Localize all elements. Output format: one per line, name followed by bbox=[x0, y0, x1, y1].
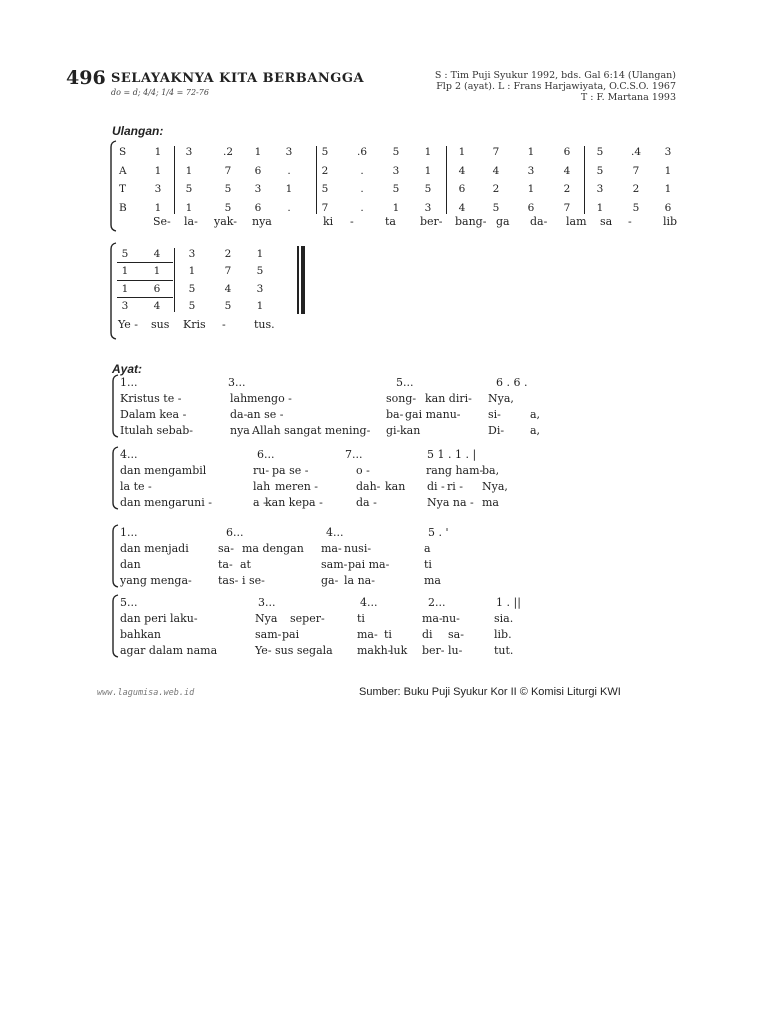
note-cell: .4 bbox=[630, 146, 642, 158]
note-cell: 3 bbox=[392, 165, 400, 177]
lyric-italic-syllable: da - bbox=[356, 496, 377, 509]
hymn-key-tempo: do = d; 4/4; 1/4 = 72-76 bbox=[111, 88, 209, 97]
note-cell: 2 bbox=[632, 183, 640, 195]
lyric-text: 5 1 . 1 . | bbox=[427, 448, 477, 461]
lyric-text: meren - bbox=[275, 480, 319, 493]
lyric-syllable: lib bbox=[663, 215, 678, 228]
lyric-text: dan peri laku- bbox=[120, 612, 198, 625]
lyric-italic-syllable: a bbox=[424, 542, 431, 555]
lyric-italic-syllable: Ye- bbox=[255, 644, 272, 657]
lyric-text: 5... bbox=[396, 376, 414, 389]
note-cell: 5 bbox=[596, 146, 604, 158]
lyric-text: i se- bbox=[242, 574, 265, 587]
lyric-italic-syllable: da- bbox=[230, 408, 248, 421]
note-cell: 5 bbox=[392, 146, 400, 158]
lyric-text: pa se - bbox=[272, 464, 309, 477]
note-cell: 7 bbox=[224, 265, 232, 277]
note-cell: 3 bbox=[256, 283, 264, 295]
note-cell: 1 bbox=[153, 265, 161, 277]
lyric-text: kan bbox=[400, 424, 421, 437]
hymn-title: SELAYAKNYA KITA BERBANGGA bbox=[111, 71, 365, 86]
note-cell: 5 bbox=[321, 146, 329, 158]
lyric-text: Dalam kea - bbox=[120, 408, 187, 421]
lyric-text: ba, bbox=[482, 464, 500, 477]
voice-label: S bbox=[119, 146, 127, 158]
lyric-text: gai manu- bbox=[405, 408, 461, 421]
lyric-italic-syllable: lah bbox=[253, 480, 271, 493]
brace-bracket bbox=[110, 593, 120, 659]
note-cell: 1 bbox=[596, 202, 604, 214]
lyric-text: dan menjadi bbox=[120, 542, 189, 555]
lyric-italic-syllable: nya bbox=[230, 424, 250, 437]
note-cell: 3 bbox=[664, 146, 672, 158]
lyric-italic-syllable: song- bbox=[386, 392, 417, 405]
lyric-text: dan mengaruni - bbox=[120, 496, 212, 509]
note-cell: 1 bbox=[185, 165, 193, 177]
refrain-label: Ulangan: bbox=[112, 124, 164, 138]
note-cell: 1 bbox=[664, 183, 672, 195]
lyric-syllable: sus bbox=[151, 318, 170, 331]
note-cell: . bbox=[287, 165, 291, 177]
lyric-syllable: yak- bbox=[214, 215, 237, 228]
lyric-text: seper- bbox=[290, 612, 325, 625]
lyric-syllable: - bbox=[222, 318, 226, 331]
note-cell: 5 bbox=[492, 202, 500, 214]
voice-label: B bbox=[119, 202, 127, 214]
note-cell: 7 bbox=[224, 165, 232, 177]
brace-bracket bbox=[110, 523, 120, 589]
lyric-text: 4... bbox=[120, 448, 138, 461]
note-cell: .6 bbox=[356, 146, 368, 158]
note-cell: 6 bbox=[458, 183, 466, 195]
lyric-syllable: ga bbox=[496, 215, 510, 228]
lyric-text: Allah sangat mening- bbox=[252, 424, 371, 437]
lyric-italic-syllable: ma- bbox=[422, 612, 443, 625]
lyric-syllable: lam bbox=[566, 215, 587, 228]
note-cell: . bbox=[360, 183, 364, 195]
lyric-text: 6... bbox=[226, 526, 244, 539]
lyric-syllable: Kris bbox=[183, 318, 206, 331]
note-cell: 6 bbox=[254, 165, 262, 177]
lyric-text: bahkan bbox=[120, 628, 161, 641]
note-cell: 3 bbox=[188, 248, 196, 260]
note-cell: 4 bbox=[563, 165, 571, 177]
note-cell: 1 bbox=[121, 265, 129, 277]
note-cell: 4 bbox=[458, 202, 466, 214]
note-cell: . bbox=[287, 202, 291, 214]
note-cell: 1 bbox=[121, 283, 129, 295]
note-cell: 5 bbox=[121, 248, 129, 260]
note-cell: 1 bbox=[188, 265, 196, 277]
lyric-italic-syllable: sa- bbox=[218, 542, 234, 555]
lyric-italic-syllable: ma- bbox=[357, 628, 378, 641]
note-cell: 1 bbox=[185, 202, 193, 214]
lyric-syllable: la- bbox=[184, 215, 198, 228]
lyric-text: 7... bbox=[345, 448, 363, 461]
note-cell: 4 bbox=[492, 165, 500, 177]
credit-line: T : F. Martana 1993 bbox=[580, 92, 676, 103]
lyric-text: 4... bbox=[360, 596, 378, 609]
note-cell: 3 bbox=[121, 300, 129, 312]
lyric-text: pai bbox=[282, 628, 300, 641]
lyric-italic-syllable: Di- bbox=[488, 424, 505, 437]
lyric-italic-syllable: si- bbox=[488, 408, 501, 421]
note-cell: 1 bbox=[424, 165, 432, 177]
note-cell: 3 bbox=[185, 146, 193, 158]
voice-label: T bbox=[119, 183, 127, 195]
brace-bracket bbox=[110, 445, 120, 511]
note-cell: 7 bbox=[632, 165, 640, 177]
note-cell: 5 bbox=[256, 265, 264, 277]
lyric-text: ma bbox=[482, 496, 499, 509]
lyric-text: Nya, bbox=[482, 480, 508, 493]
lyric-syllable: tus. bbox=[254, 318, 275, 331]
lyric-italic-syllable: rang ham- bbox=[426, 464, 484, 477]
note-cell: 6 bbox=[153, 283, 161, 295]
credit-line: S : Tim Puji Syukur 1992, bds. Gal 6:14 (Ulangan) bbox=[434, 70, 676, 81]
note-cell: 2 bbox=[563, 183, 571, 195]
lyric-italic-syllable: Nya bbox=[255, 612, 278, 625]
note-cell: 1 bbox=[256, 300, 264, 312]
note-cell: 6 bbox=[563, 146, 571, 158]
lyric-italic-syllable: ti bbox=[357, 612, 365, 625]
lyric-syllable: da- bbox=[530, 215, 548, 228]
lyric-text: kan bbox=[385, 480, 406, 493]
lyric-italic-syllable: gi- bbox=[386, 424, 401, 437]
lyric-text: nusi- bbox=[344, 542, 372, 555]
note-cell: 6 bbox=[664, 202, 672, 214]
lyric-text: 1 . || bbox=[496, 596, 521, 609]
note-cell: 1 bbox=[458, 146, 466, 158]
note-cell: 4 bbox=[458, 165, 466, 177]
lyric-syllable: ber- bbox=[420, 215, 443, 228]
lyric-italic-syllable: Nya, bbox=[488, 392, 514, 405]
lyric-italic-syllable: makh- bbox=[357, 644, 392, 657]
note-cell: 4 bbox=[153, 248, 161, 260]
lyric-text: kan kepa - bbox=[265, 496, 323, 509]
voice-label: A bbox=[119, 165, 127, 177]
lyric-text: 3... bbox=[258, 596, 276, 609]
note-cell: 1 bbox=[154, 202, 162, 214]
lyric-syllable: ki bbox=[323, 215, 334, 228]
note-cell: 1 bbox=[424, 146, 432, 158]
lyric-italic-syllable: tut. bbox=[494, 644, 514, 657]
lyric-italic-syllable: o - bbox=[356, 464, 370, 477]
note-cell: 7 bbox=[492, 146, 500, 158]
lyric-text: kan diri- bbox=[425, 392, 472, 405]
note-cell: 1 bbox=[254, 146, 262, 158]
lyric-italic-syllable: sam- bbox=[321, 558, 348, 571]
note-cell: . bbox=[360, 165, 364, 177]
note-cell: 3 bbox=[527, 165, 535, 177]
note-cell: 6 bbox=[527, 202, 535, 214]
note-cell: 2 bbox=[321, 165, 329, 177]
lyric-text: a, bbox=[530, 424, 541, 437]
lyric-text: 5... bbox=[120, 596, 138, 609]
note-cell: .2 bbox=[222, 146, 234, 158]
note-cell: 5 bbox=[632, 202, 640, 214]
note-cell: 1 bbox=[154, 146, 162, 158]
note-cell: 7 bbox=[321, 202, 329, 214]
hymn-number: 496 bbox=[66, 67, 106, 89]
note-cell: 5 bbox=[424, 183, 432, 195]
lyric-text: 1... bbox=[120, 376, 138, 389]
lyric-syllable: ta bbox=[385, 215, 396, 228]
lyric-italic-syllable: dah- bbox=[356, 480, 381, 493]
lyric-text: la na- bbox=[344, 574, 375, 587]
lyric-text: Itulah sebab- bbox=[120, 424, 194, 437]
note-cell: 5 bbox=[188, 300, 196, 312]
lyric-syllable: - bbox=[628, 215, 632, 228]
lyric-italic-syllable: ti bbox=[424, 558, 432, 571]
lyric-italic-syllable: sam- bbox=[255, 628, 282, 641]
note-cell: 4 bbox=[153, 300, 161, 312]
note-cell: 3 bbox=[285, 146, 293, 158]
lyric-syllable: sa bbox=[600, 215, 613, 228]
note-cell: 4 bbox=[224, 283, 232, 295]
note-cell: 1 bbox=[527, 183, 535, 195]
note-cell: 7 bbox=[563, 202, 571, 214]
verses-label: Ayat: bbox=[112, 362, 143, 376]
note-cell: 1 bbox=[256, 248, 264, 260]
lyric-text: Kristus te - bbox=[120, 392, 182, 405]
lyric-text: 2... bbox=[428, 596, 446, 609]
lyric-italic-syllable: lib. bbox=[494, 628, 512, 641]
note-cell: 5 bbox=[224, 183, 232, 195]
brace-bracket bbox=[110, 373, 120, 439]
lyric-syllable: - bbox=[350, 215, 354, 228]
note-cell: 5 bbox=[321, 183, 329, 195]
note-cell: 1 bbox=[664, 165, 672, 177]
note-cell: 5 bbox=[392, 183, 400, 195]
lyric-text: ti bbox=[384, 628, 392, 641]
lyric-text: pai ma- bbox=[348, 558, 390, 571]
lyric-italic-syllable: ta- bbox=[218, 558, 233, 571]
lyric-italic-syllable: ru- bbox=[253, 464, 270, 477]
website-watermark: www.lagumisa.web.id bbox=[97, 688, 195, 698]
note-cell: 6 bbox=[254, 202, 262, 214]
lyric-text: 4... bbox=[326, 526, 344, 539]
lyric-syllable: Se- bbox=[153, 215, 171, 228]
note-cell: 5 bbox=[224, 202, 232, 214]
lyric-text: nu- bbox=[442, 612, 460, 625]
lyric-text: 6 . 6 . bbox=[496, 376, 528, 389]
note-cell: 2 bbox=[224, 248, 232, 260]
lyric-text: 5 . ' bbox=[428, 526, 449, 539]
lyric-text: la te - bbox=[120, 480, 152, 493]
lyric-italic-syllable: ri - bbox=[447, 480, 463, 493]
note-cell: 5 bbox=[596, 165, 604, 177]
lyric-text: mengo - bbox=[247, 392, 292, 405]
lyric-text: lu- bbox=[448, 644, 463, 657]
lyric-italic-syllable: Nya na - bbox=[427, 496, 474, 509]
lyric-text: dan bbox=[120, 558, 141, 571]
note-cell: 5 bbox=[185, 183, 193, 195]
lyric-text: 6... bbox=[257, 448, 275, 461]
lyric-italic-syllable: di bbox=[422, 628, 433, 641]
source-citation: Sumber: Buku Puji Syukur Kor II © Komisi Liturgi KWI bbox=[359, 686, 621, 698]
lyric-text: ma dengan bbox=[242, 542, 304, 555]
note-cell: 3 bbox=[254, 183, 262, 195]
note-cell: 5 bbox=[188, 283, 196, 295]
lyric-text: 1... bbox=[120, 526, 138, 539]
lyric-syllable: Ye - bbox=[118, 318, 139, 331]
lyric-italic-syllable: ma- bbox=[321, 542, 342, 555]
note-cell: 3 bbox=[596, 183, 604, 195]
lyric-italic-syllable: ba- bbox=[386, 408, 404, 421]
lyric-syllable: bang- bbox=[455, 215, 487, 228]
lyric-text: agar dalam nama bbox=[120, 644, 218, 657]
lyric-italic-syllable: ma bbox=[424, 574, 441, 587]
lyric-syllable: nya bbox=[252, 215, 272, 228]
note-cell: . bbox=[360, 202, 364, 214]
note-cell: 3 bbox=[424, 202, 432, 214]
lyric-text: dan mengambil bbox=[120, 464, 207, 477]
lyric-italic-syllable: tas- bbox=[218, 574, 239, 587]
lyric-text: luk bbox=[390, 644, 408, 657]
lyric-italic-syllable: lah bbox=[230, 392, 248, 405]
credit-line: Flp 2 (ayat). L : Frans Harjawiyata, O.C.S.O. 1967 bbox=[436, 81, 676, 92]
lyric-text: sa- bbox=[448, 628, 464, 641]
lyric-text: an se - bbox=[247, 408, 284, 421]
lyric-italic-syllable: a - bbox=[253, 496, 267, 509]
note-cell: 2 bbox=[492, 183, 500, 195]
lyric-text: a, bbox=[530, 408, 541, 421]
note-cell: 1 bbox=[527, 146, 535, 158]
note-cell: 1 bbox=[285, 183, 293, 195]
lyric-text: sus segala bbox=[275, 644, 333, 657]
lyric-italic-syllable: ga- bbox=[321, 574, 339, 587]
lyric-italic-syllable: sia. bbox=[494, 612, 514, 625]
lyric-italic-syllable: di - bbox=[427, 480, 445, 493]
lyric-text: 3... bbox=[228, 376, 246, 389]
lyric-italic-syllable: ber- bbox=[422, 644, 445, 657]
lyric-text: yang menga- bbox=[120, 574, 192, 587]
note-cell: 3 bbox=[154, 183, 162, 195]
note-cell: 1 bbox=[392, 202, 400, 214]
lyric-text: at bbox=[240, 558, 251, 571]
note-cell: 1 bbox=[154, 165, 162, 177]
note-cell: 5 bbox=[224, 300, 232, 312]
